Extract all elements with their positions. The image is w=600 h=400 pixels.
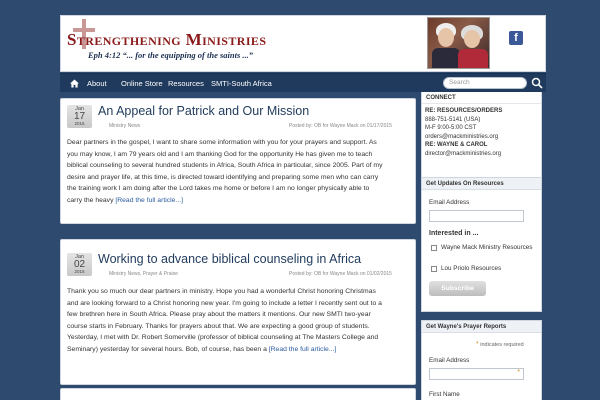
post-excerpt: Dear partners in the gospel, I want to share some information with you for your prayers and support. As you may know, I am 79 years old and I am thanking God for the opportunity He has given me to teach biblical counseling to several hundred students in Africa, South Africa in particular, since 2005. Part of my desire and prayer life, at this time, is directed toward identifying and preparing some men who can carry the training work I am doing after the Lord takes me home or before I am no longer physically able to carry the heavy [Read the full article...] [67, 139, 383, 204]
updates-email-field[interactable] [429, 210, 524, 222]
page-wrapper [55, 8, 545, 400]
prayer-email-label: Email Address [429, 357, 470, 364]
option-wayne-mack-resources: Wayne Mack Ministry Resources [441, 244, 533, 251]
connect-title: CONNECT [422, 92, 541, 104]
post-byline: Posted by: OB for Wayne Mack on 01/17/2015 [289, 123, 392, 129]
updates-title: Get Updates On Resources [422, 178, 541, 190]
founders-photo [427, 17, 490, 69]
subscribe-button[interactable]: Subscribe [429, 281, 486, 296]
search-icon[interactable] [531, 77, 543, 89]
prayer-email-field[interactable] [429, 368, 524, 380]
connect-orders-email[interactable]: orders@mackministries.org [425, 133, 499, 140]
connect-hours: M-F 9:00-5:00 CST [425, 125, 477, 132]
prayer-first-name-label: First Name [429, 391, 460, 398]
site-header [60, 15, 546, 72]
checkbox-lou-priolo-resources[interactable] [431, 266, 437, 272]
post-categories[interactable]: Ministry News, Prayer & Praise [109, 271, 178, 277]
connect-widget [421, 92, 542, 178]
read-more-link[interactable]: [Read the full article...] [268, 345, 337, 353]
updates-email-label: Email Address [429, 199, 470, 206]
connect-director-email[interactable]: director@mackministries.org [425, 150, 502, 157]
required-note: * indicates required [476, 341, 524, 348]
search-input[interactable]: Search [443, 77, 527, 89]
home-icon[interactable] [70, 79, 79, 88]
site-tagline: Eph 4:12 “... for the equipping of the saints ...” [88, 50, 254, 60]
connect-phone: 888-751-5141 (USA) [425, 116, 481, 123]
post-byline: Posted by: OB for Wayne Mack on 01/02/2015 [289, 271, 392, 277]
option-lou-priolo-resources: Lou Priolo Resources [441, 265, 502, 272]
updates-widget [421, 177, 542, 312]
facebook-icon[interactable]: f [509, 31, 523, 45]
post-card [60, 388, 416, 400]
prayer-reports-title: Get Wayne's Prayer Reports [422, 321, 541, 333]
post-card [60, 98, 416, 224]
post-date-badge: Jan 17 2015 [67, 105, 92, 128]
post-title[interactable]: Working to advance biblical counseling in Africa [98, 252, 362, 266]
nav-item-online-store[interactable]: Online Store [121, 79, 163, 88]
required-star: * [517, 369, 520, 376]
checkbox-wayne-mack-resources[interactable] [431, 245, 437, 251]
post-excerpt: Thank you so much our dear partners in ministry. Hope you had a wonderful Christ honoring Christmas and are looking forward to a Christ honoring new year. I'm going to include a letter I recently sent out to a few brethren here in South Africa. Please pray about the matters it mentions. Our new SMTI two-year course starts in February. Thanks for prayers about that. We are expecting a good group of students. Yesterday, I met with Dr. Robert Somerville (professor of biblical counseling at The Masters College and Seminary) yesterday for several hours. Bob, of course, has been a [Read the full article...] [67, 288, 382, 353]
prayer-reports-widget [421, 320, 542, 400]
read-more-link[interactable]: [Read the full article...] [115, 196, 183, 204]
nav-item-smti-south-africa[interactable]: SMTI-South Africa [211, 79, 272, 88]
post-date-badge: Jan 02 2015 [67, 253, 92, 276]
post-categories[interactable]: Ministry News [109, 123, 141, 129]
nav-item-resources[interactable]: Resources [168, 79, 204, 88]
connect-orders-heading: RE: RESOURCES/ORDERS [425, 108, 503, 114]
connect-director-heading: RE: WAYNE & CAROL [425, 142, 488, 149]
required-star: * [476, 341, 479, 348]
post-title[interactable]: An Appeal for Patrick and Our Mission [98, 104, 310, 118]
nav-item-about[interactable]: About [87, 79, 107, 88]
main-nav [60, 73, 546, 92]
site-title[interactable]: Strengthening Ministries [67, 30, 267, 49]
post-card [60, 239, 416, 385]
updates-interest-label: Interested in ... [429, 230, 479, 237]
